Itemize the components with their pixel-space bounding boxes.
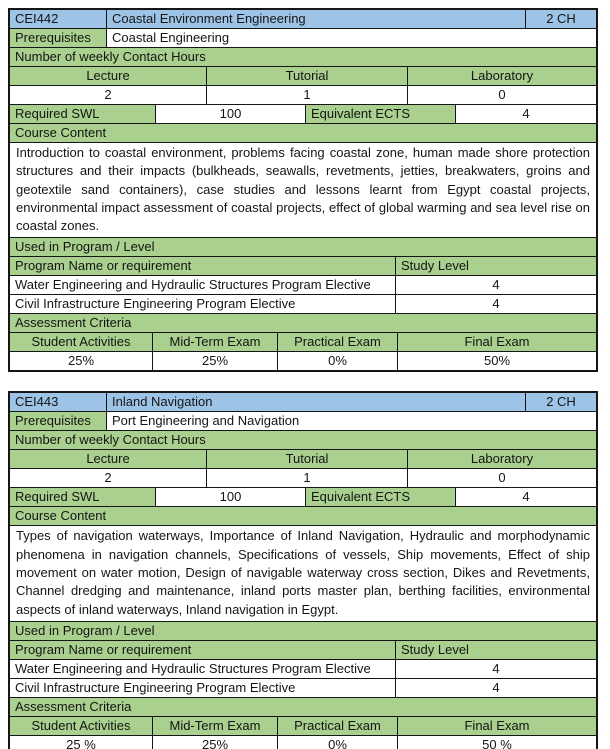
course-title: Coastal Environment Engineering: [107, 10, 526, 28]
swl-ects-row: [10, 488, 596, 507]
course-header-row: [10, 393, 596, 412]
prerequisites-row: [10, 29, 596, 48]
contact-hours-header-row: [10, 48, 596, 67]
contact-hours-labels-row: [10, 450, 596, 469]
program-name: Water Engineering and Hydraulic Structures Program Elective: [10, 276, 396, 294]
contact-hours-header: Number of weekly Contact Hours: [10, 431, 596, 449]
used-in-program-header: Used in Program / Level: [10, 622, 596, 640]
final-exam-value: 50 %: [482, 736, 512, 749]
study-level-value: 4: [492, 679, 500, 695]
midterm-exam-value: 25%: [153, 352, 278, 370]
program-row: [10, 295, 596, 314]
equivalent-ects-label: Equivalent ECTS: [306, 488, 456, 506]
contact-hours-header-row: [10, 431, 596, 450]
laboratory-header: Laboratory: [408, 450, 596, 468]
assessment-header-row: [10, 698, 596, 717]
midterm-exam-value: 25%: [153, 736, 278, 749]
study-level-value: 4: [492, 296, 500, 312]
used-in-program-row: [10, 622, 596, 641]
prerequisite-value: Port Engineering and Navigation: [112, 413, 300, 429]
course-title: Inland Navigation: [107, 393, 526, 411]
equivalent-ects-value: 4: [522, 489, 530, 505]
contact-hours-values-row: [10, 469, 596, 488]
course-code: CEI443: [10, 393, 107, 411]
prerequisite-value: Coastal Engineering: [112, 30, 230, 45]
course-content-header-row: [10, 124, 596, 143]
prerequisites-label: Prerequisites: [10, 29, 107, 47]
student-activities-header: Student Activities: [10, 333, 153, 351]
used-in-program-header: Used in Program / Level: [10, 238, 596, 256]
program-row: [10, 276, 596, 295]
equivalent-ects-label: Equivalent ECTS: [306, 105, 456, 123]
midterm-exam-header: Mid-Term Exam: [153, 717, 278, 735]
required-swl-label: Required SWL: [10, 488, 156, 506]
course-content-text: Types of navigation waterways, Importance of Inland Navigation, Hydraulic and morphodynamic phenomena in navigation channels, Specifications of vessels, Ship movements, Effect of ship movement on water motion, Design of navigable waterway cross section, Dikes and Revetments, Channel dredging and maintenance, inland ports master plan, berthing facilities, environmental aspects of inland waterways, Inland navigation in Egypt.: [16, 528, 590, 617]
course-header-row: [10, 10, 596, 29]
equivalent-ects-value: 4: [522, 106, 530, 121]
practical-exam-header: Practical Exam: [278, 717, 398, 735]
laboratory-hours: 0: [498, 470, 506, 486]
student-activities-value: 25%: [10, 352, 153, 370]
assessment-header-row: [10, 314, 596, 333]
program-row: [10, 660, 596, 679]
program-name-header: Program Name or requirement: [10, 641, 396, 659]
used-in-program-row: [10, 238, 596, 257]
program-name: Water Engineering and Hydraulic Structures Program Elective: [10, 660, 396, 678]
assessment-values-row: [10, 736, 596, 749]
contact-hours-header: Number of weekly Contact Hours: [10, 48, 596, 66]
program-name: Civil Infrastructure Engineering Program Elective: [10, 679, 396, 697]
required-swl-value: 100: [156, 105, 306, 123]
final-exam-value: 50%: [483, 353, 511, 369]
laboratory-header: Laboratory: [408, 67, 596, 85]
study-level-header: Study Level: [396, 257, 596, 275]
student-activities-value: 25 %: [10, 736, 153, 749]
swl-ects-row: [10, 105, 596, 124]
course-content-row: [10, 526, 596, 621]
course-content-header: Course Content: [10, 507, 596, 525]
laboratory-hours: 0: [498, 87, 506, 102]
required-swl-label: Required SWL: [10, 105, 156, 123]
prerequisites-row: [10, 412, 596, 431]
tutorial-hours: 1: [207, 86, 408, 104]
tutorial-header: Tutorial: [207, 450, 408, 468]
credit-hours: 2 CH: [526, 393, 596, 411]
program-name-header: Program Name or requirement: [10, 257, 396, 275]
study-level-value: 4: [492, 660, 500, 676]
course-code: CEI442: [10, 10, 107, 28]
course-content-row: [10, 143, 596, 238]
contact-hours-values-row: [10, 86, 596, 105]
practical-exam-value: 0%: [278, 352, 398, 370]
program-header-row: [10, 257, 596, 276]
final-exam-header: Final Exam: [398, 333, 596, 351]
study-level-value: 4: [492, 277, 500, 293]
program-header-row: [10, 641, 596, 660]
practical-exam-value: 0%: [278, 736, 398, 749]
assessment-values-row: [10, 352, 596, 370]
assessment-criteria-header: Assessment Criteria: [10, 314, 596, 332]
lecture-hours: 2: [10, 469, 207, 487]
course-content-text: Introduction to coastal environment, problems facing coastal zone, human made shore protection structures and their impacts (bulkheads, seawalls, revetments, jetties, breakwaters, groins and geotextile sand containers), case studies and lessons learnt from Egypt coastal projects, environmental impact assessment of coastal projects, effect of global warming and sea level rise on coastal zones.: [16, 145, 590, 234]
course-content-header: Course Content: [10, 124, 596, 142]
contact-hours-labels-row: [10, 67, 596, 86]
assessment-criteria-header: Assessment Criteria: [10, 698, 596, 716]
credit-hours: 2 CH: [526, 10, 596, 28]
course-table-cei442: [8, 8, 598, 372]
study-level-header: Study Level: [396, 641, 596, 659]
assessment-labels-row: [10, 333, 596, 352]
student-activities-header: Student Activities: [10, 717, 153, 735]
final-exam-header: Final Exam: [398, 717, 596, 735]
lecture-hours: 2: [10, 86, 207, 104]
prerequisites-label: Prerequisites: [10, 412, 107, 430]
midterm-exam-header: Mid-Term Exam: [153, 333, 278, 351]
program-row: [10, 679, 596, 698]
lecture-header: Lecture: [10, 450, 207, 468]
lecture-header: Lecture: [10, 67, 207, 85]
assessment-labels-row: [10, 717, 596, 736]
course-content-header-row: [10, 507, 596, 526]
tutorial-hours: 1: [207, 469, 408, 487]
tutorial-header: Tutorial: [207, 67, 408, 85]
course-table-cei443: [8, 391, 598, 749]
required-swl-value: 100: [156, 488, 306, 506]
practical-exam-header: Practical Exam: [278, 333, 398, 351]
program-name: Civil Infrastructure Engineering Program Elective: [10, 295, 396, 313]
